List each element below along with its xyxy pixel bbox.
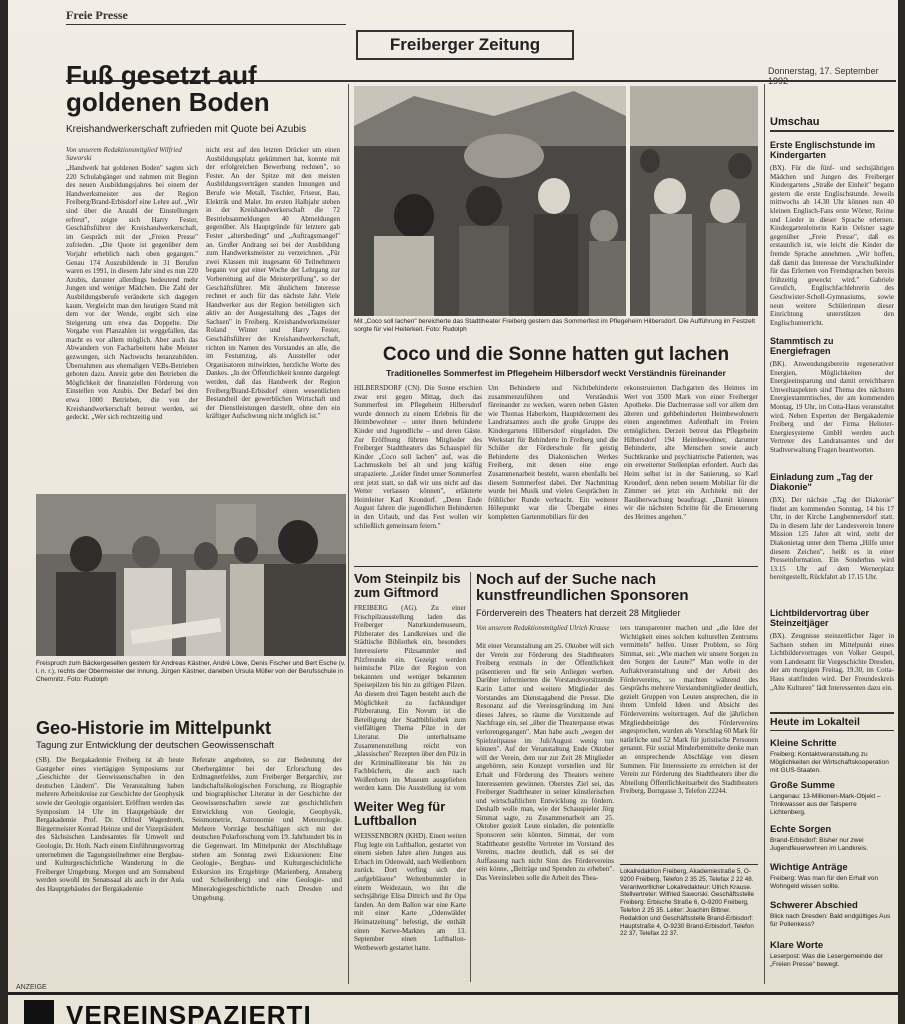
imprint: Lokalredaktion Freiberg, Akademiestraße 5, O-9200 Freiberg, Telefon 2 35 25, Telefax 2 22 48. Verantwortlicher Lokalredakteur: Ulrich Krause. Stellvertreter: Wilfried Saworski. Geschäftsstelle Freiberg: Erbische Straße 6, O-9200 Freiberg, Telefon 2 25 35. Leiter: Joachim Bittner. Redaktion und Geschäftsstelle Brand-Erbisdorf: Hauptstraße 4, O-9230 Brand-Erbisdorf, Telefon 22 37, Telefax 22 37. <box>620 868 755 938</box>
theater-photo-right <box>630 86 758 316</box>
paper-name: Freie Presse <box>66 8 128 22</box>
newspaper-page <box>8 0 898 1024</box>
umschau-text-2: (BK). Anwendungsbereite regenerativer Energien, Möglichkeiten der Energieeinsparung und damit erreichbaren Umweltaspekten sind Thema des nächsten Energiestammtisches, der am kommenden Montag, 19 Uhr, im Cotta-Haus veranstaltet wird. Neben Experten der Bergakademie Freiberg und der Firma Helioter-Energiesysteme GmbH werden auch Vertreter des Landratsamtes und der Stadtverwaltung Fragen beantworten. <box>770 360 894 454</box>
geo-headline: Geo-Historie im Mittelpunkt <box>36 718 272 738</box>
lokalteil-heading-5: Schwerer Abschied <box>770 900 858 911</box>
geo-text-col2: Referate angeboten, so zur Bedeutung der Oberbergämter bei der Erforschung des Erdmagnetfeldes, zum Freiberger Bergarchiv, zur landschaftsökologischen Forschung, zu Biographie und biographischer Literatur in der Geschichte der Geowissenschaften sowie zur geschichtlichen Entwicklung von Geologie, Geophysik, Seismometrie, Astronomie und Meteorologie. Mehrere Vorträge beschäftigen sich mit der deutschen Polarforschung vom 19. Jahrhundert bis in die Gegenwart. Im Mittelpunkt der Abschlußtage stehen am Sonntag zwei Exkursionen: Eine Geologie-, Bergbau- und Kulturgeschichtliche Exkursion ins Erzgebirge (Marienberg, Annaberg und Scheibenberg) und eine Geologie- und Mineralogiegeschichtliche nach Dresden und Umgebung. <box>192 756 342 902</box>
sponsoren-text-col1: Mit einer Veranstaltung am 25. Oktober will sich der Verein zur Förderung des Stadttheaters Freiberg erstmals in der Öffentlichkeit präsentieren und für sein Anliegen werben. Darüber informierten die Vorstandsvorsitzende Karin Lutter und weitere Mitglieder des Vorstandes am Dienstagabend die Presse. Die Resonanz auf die Vereinsgründung im Juni dieses Jahres, so räume die Vorsitzende auf Nachfrage ein, sei „über die Theaterpause etwas verlorengegangen". Man habe auch „wegen der Spielzeitpause im Juli/August wenig tun können". Auf der Veranstaltung Ende Oktober will der Verein, dem nur zur Zeit 28 Mitglieder angehören, sein Konzept vorstellen und für Erhalt und Förderung des Theaters weitere Interessenten gewinnen. Oberstes Ziel sei, das Freiberger Stadttheater in seiner künstlerischen und wirtschaftlichen Entwicklung zu fördern. Deshalb wolle man, wie der Schauspieler Jörg Simmat sagte, zu Zusammenarbeit am 25. Oktober gezielt Leute einladen, die potentielle Sponsoren sein könnten. Simmat, der vom Stadttheater gestellte Vertreter im Vorstand des Vereins, machte deutlich, daß es sei der Auffassung nach nicht Sinn des Fördervereins sein könne, „Beiträge und Spenden zu erheben". Das Vereinsleben solle die Arbeit des Thea- <box>476 642 614 883</box>
sponsoren-subheadline: Förderverein des Theaters hat derzeit 28 Mitglieder <box>476 608 681 618</box>
imprint-rule <box>620 864 758 865</box>
coco-text-col3: rekonstruierten Dachgarten des Heimes im Wert von 3500 Mark von einer Freiberger Apotheke. Die Dachterrasse soll vor allem den älteren und gehbehinderten Heimbewohnern einen angenehmen Aufenthalt im Freien ermöglichen. Derzeit betreut das Pflegeheim Hilbersdorf 194 Heimbewohner, darunter Behinderte, alte Menschen sowie auch Suchtkranke und psychiatrische Patienten, was ein erweiterter Stellenplan erfordert. Auch das Heim selbst ist in der Sanierung, so Karl Krondorf, denn neben neuem Mobiliar für die Zimmer sei jetzt ein Architekt mit der Bauüberwachung beauftragt. „Damit können wir die nächsten Schritte für die Erneuerung des Heimes angehen." <box>624 384 758 521</box>
lokalteil-text-2: Langenau: 13-Millionen-Mark-Objekt – Trinkwasser aus der Talsperre Lichtenberg. <box>770 793 881 816</box>
baker-group-photo <box>36 494 346 656</box>
lead-headline: Fuß gesetzt auf goldenen Boden <box>66 60 270 117</box>
luftballon-headline: Weiter Weg für Luftballon <box>354 799 446 828</box>
coco-subheadline: Traditionelles Sommerfest im Pflegeheim Hilbersdorf weckt Verständnis füreinander <box>386 368 726 378</box>
lokalteil-heading-4: Wichtige Anträge <box>770 862 848 873</box>
umschau-heading-4: Lichtbildervortrag über Steinzeitjäger <box>770 608 870 628</box>
coco-headline: Coco und die Sonne hatten gut lachen <box>382 344 730 365</box>
theater-photo-caption: Mit „Coco soll lachen" bereicherte das Stadttheater Freiberg gestern das Sommerfest im Pflegeheim Hilbersdorf. Die Aufführung im Festzelt sorgte für viel Heiterkeit. Foto: Rudolph <box>354 318 756 333</box>
geo-text-col1: (SB). Die Bergakademie Freiberg ist ab heute Gastgeber eines viertägigen Symposiums zur „Geschichte der Geowissenschaften in den deutschen Ländern". Die Veranstaltung haben mehrere Arbeitskreise zur Geschichte der Geophysik sowie der Geologie organisiert. Eröffnen werden das Symposium 14 Uhr im Hauptgebäude der Bergakademie Prof. Dr. Otfried Wagenbreth, Bürgermeister Konrad Heinze und der Vizepräsident des Sächsischen Landesamtes für Umwelt und Geologie, Dr. Hoth. Nach einem Einführungsvortrag unternehmen die Tagungsteilnehmer eine Bergbau- und Kulturgeschichtliche Wanderung in die Freiberger Umgebung. Morgen und am Sonnabend werden sowohl im Senatssaal als auch in der Aula des Hauptgebäudes der Bergakademie <box>36 756 184 893</box>
lead-subheadline: Kreishandwerkerschaft zufrieden mit Quote bei Azubis <box>66 124 307 135</box>
umschau-text-4: (BX). Zeugnisse steinzeitlicher Jäger in Sachsen stehen im Mittelpunkt eines Lichtbildervortrages von Volker Geupel, vom Landesamt für Vorgeschichte Dresden, der am morgigen Freitag, 19.30, im Cotta-Haus stattfinden wird. Der Freundeskreis „Alte Kulturen" lädt Interessenten dazu ein. <box>770 632 894 692</box>
umschau-heading-1: Erste Englischstunde im Kindergarten <box>770 140 876 160</box>
lokalteil-title: Heute im Lokalteil <box>770 712 894 731</box>
lokalteil-text-1: Freiberg: Kontaktveranstaltung zu Möglichkeiten der Wirtschaftskooperation mit GUS-Staaten. <box>770 751 889 774</box>
ad-banner-text: VEREINSPAZIERTI <box>66 1000 312 1024</box>
theater-photo-left <box>354 86 626 316</box>
lokalteil-heading-6: Klare Worte <box>770 940 824 951</box>
lokalteil-text-4: Freiberg: Was man für den Erhalt von Wohngeld wissen sollte. <box>770 875 879 890</box>
ad-logo-block <box>24 1000 54 1024</box>
umschau-heading-2: Stammtisch zu Energiefragen <box>770 336 834 356</box>
coco-text-col1: HILBERSDORF (CN). Die Sonne erschien zwar erst gegen Mittag, doch das Sommerfest im Pflegeheim Hilbersdorf wurde dennoch zu einem Erlebnis für die Heimbewohner – unter ihnen behinderte Kinder und Jugendliche – und deren Gäste. Zur Eröffnung führten Mitglieder des Freiberger Stadttheaters das Schauspiel für Kinder „Coco soll lachen" auf, was die Lachmuskeln bei alt und jung kräftig strapazierte. „Leider findet unser Sommerfest erst jetzt statt, so daß wir uns nicht auf das Wetter verlassen können", erläuterte Heimleiter Karl Krondorf. „Denn Ende August fahren die jugendlichen Behinderten in den Urlaub, und das Fest wollen wir schließlich gemeinsam feiern." <box>354 384 482 530</box>
column-separator-2 <box>470 572 471 982</box>
umschau-title: Umschau <box>770 116 894 132</box>
coco-text-col2: Um Behinderte und Nichtbehinderte zusammenzuführen und Verständnis füreinander zu wecken, waren neben Gästen wie Thomas Haberkorn, Hauptdezernent des Landratsamtes auch die große Gruppe des Kindergartens Hilbersdorf eingeladen. Die Werkstatt für Behinderte in Freiberg und die Schüler der Förderschule für geistig Behinderte des Diakonischen Werkes Freiberg, mit denen eine enge Zusammenarbeit besteht, waren ebenfalls bei diesem Sommerfest dabei. Der Nachmittag wurde bei Musik und vielen Gesprächen in fröhlicher Runde verbracht. Ein weiterer Höhepunkt war die Übergabe eines kompletten Gartenmobiliars für den <box>488 384 618 521</box>
coco-bottom-rule <box>354 566 758 567</box>
lead-photo <box>36 494 346 656</box>
lokalteil-text-6: Leserpost: Was die Lesergemeinde der „Freien Presse" bewegt. <box>770 953 884 968</box>
column-separator-1 <box>348 84 349 984</box>
lokalteil-heading-1: Kleine Schritte <box>770 738 837 749</box>
lokalteil-heading-2: Große Summe <box>770 780 835 791</box>
geo-subheadline: Tagung zur Entwicklung der deutschen Geowissenschaft <box>36 740 275 751</box>
lead-text-col2: nicht erst auf den letzten Drücker um einen Ausbildungsplatz gekümmert hat, konnte mit der erfolgreichen Bewerbung rechnen", so Fester. An der Spitze mit den meisten Ausbildungsverträgen standen Innungen und Berufe wie Metall, Tischler, Friseur, Bau, Elektrik und Maler. Im ersten Halbjahr stehen in der Kreishandwerkerschaft die 72 Bestriebsanmeldungen 40 Abmeldungen gegenüber. Als Hauptgründe für letztere gab Fester „altersbedingt" und „Auftragsmangel" an. Großer Andrang sei bei der Ausbildung zum Handwerksmeister zu verzeichnen. „Für zwei Klassen mit insgesamt 60 Teilnehmern begann vor gut einer Woche der Lehrgang zur Vorbereitung auf die Meisterprüfung", so der Geschäftsführer. Mit ähnlichem Interesse rechnet er auch für das nächste Jahr. Viele Handwerker aus der Region beteiligten sich aktiv an der Ausgestaltung des „Tages der Sachsen" in Freiberg. Kreishandwerksmeister Roland Winter und Harry Fester, Geschäftsführer der Kreishandwerkerschaft, richten im Namen des Vorstandes an alle, die im Festumzug, als Aussteller oder Organisatoren mitwirkten, herzliche Worte des Dankes. „In der Öffentlichkeit konnte dargelegt werden, daß das Handwerk der Region Freiberg/Brand-Erbisdorf einen wesentlichen Bestandteil der gewerblichen Wirtschaft und der Dienstleistungen darstellt, ohne den ein kräftiger Aufschwung nicht möglich ist." <box>206 146 340 421</box>
steinpilz-headline: Vom Steinpilz bis zum Giftmord <box>354 571 461 600</box>
masthead-rule-left <box>66 24 346 25</box>
sponsoren-headline: Noch auf der Suche nach kunstfreundlichen Sponsoren <box>476 571 689 604</box>
umschau-heading-3: Einladung zum „Tag der Diakonie" <box>770 472 873 492</box>
dateline: Donnerstag, 17. September <box>768 66 879 76</box>
steinpilz-text: FREIBERG (AG). Zu einer Frischpilzausstellung laden das Freiberger Naturkundemuseum, Pilzberater des Landkreises und die Städtische Bibliothek ein, besonders Interessierte Pilzsammler und Pilzfreunde ein. Gezeigt werden heimische Pilze der Region von bekannten und weniger bekannten Speisepilzen bis hin zu giftigen Pilzen. An diesem drei Tagen besteht auch die Möglichkeit zu fachkundiger Pilzberatung. Ein Novum ist die Beteiligung der Stadtbibliothek zum vielfältigen Thema Pilze in der Literatur. Die unterhaltsame Zusammenstellung reicht von „klassischen" Rezepten über den Pilz in der Kriminalliteratur bis hin zu Fachbüchern, die auch nach Weißenborn im Museum ausgeliehen werden kann. Die Ausstellung ist vom <box>354 604 466 793</box>
lokalteil-heading-3: Echte Sorgen <box>770 824 832 835</box>
lead-photo-caption: Freispruch zum Bäckergesellen gestern für Andreas Kästner, André Löwe, Denis Fischer und Bert Esche (v. l. n. r.), rechts der Obermeister der Innung, Jürgen Kästner, daneben Ursula Müller von der Berufsschule in Chemnitz. Foto: Rudolph <box>36 660 346 683</box>
column-separator-3 <box>764 84 765 984</box>
lead-byline: Von unserem Redaktionsmitglied Wilfried Saworski <box>66 146 182 162</box>
festival-crowd-photo <box>354 86 626 316</box>
umschau-text-3: (BX). Der nächste „Tag der Diakonie" findet am kommenden Sonntag, 14 bis 17 Uhr, in der Kirche Langhennersdorf statt. Da in diesem Jahr der Landesverein Innere Mission 125 Jahre alt wird, steht der Diakonietag unter dem Thema „Hilfe unter diesem Zeichen", heißt es in einer Presseinformation. Ein Sonderbus wird 13.15 Uhr auf dem Wernerplatz bereitgestellt, Rückfahrt ab 17.15 Uhr. <box>770 496 894 582</box>
lead-text-col1: „Handwerk hat goldenen Boden" sagten sich 220 Schulabgänger und nahmen mit Beginn des neuen Ausbildungsjahres bei einem der Handwerksmeister aus der Region Freiberg/Brand-Erbisdorf eine Lehre auf. „Wir sind über die Anzahl der Einstellungen erfreut", zeigte sich Harry Fester, Geschäftsführer der Kreishandwerkerschaft, im Gespräch mit der „Freien Presse" zufrieden. „Die Quote ist gegenüber dem Vorjahr erheblich nach oben gegangen." Genau 174 Auszubildende in 31 Berufen waren es 1991, in diesem Jahr sind es nun 220 Azubis, darunter allerdings bedeutend mehr Jungen und weniger Mädchen. Die Zahl der Ausbildungsberufe veränderte sich dagegen kaum. Vergleicht man den heutigen Stand mit dem vor der Wende, ergibt sich eine Steigerung um etwa das Doppelte. Die Vorgabe von Planzahlen ist weggefallen, das macht es vor allem möglich. Aber auch das Abwandern von Facharbeitern habe Meister gezwungen, sich Nachwuchs heranzubilden. Übernahmen aus ehemaligen VEBs-Betrieben geboten dazu. Anreiz gebe den Betrieben die Möglichkeit der finanziellen Förderung von Einstellen von Azubis. Der Bedarf bei den etwa 1000 Betrieben, die von der Kreishandwerkerschaft betreut werden, sei gedeckt. „Wer sich rechtzeitig und <box>66 164 198 422</box>
lokalteil-text-5: Blick nach Dresden: Bald endgültiges Aus für Pollenkess? <box>770 913 891 928</box>
sponsoren-byline: Von unserem Redaktionsmitglied Ulrich Krause <box>476 624 610 632</box>
luftballon-text: WEISSENBORN (KHD). Einen weiten Flug legte ein Luftballon, gestartet von einem sieben Jahre alten Jungen aus Erbach im Odenwald, nach Weißenborn zurück. Dort verfing sich der „aufgebläsene" Weltenbummler in einem Weidezaun, wo ihn die sechsjährige Elisa Dittrich und ihr Opa fanden. An dem Ballon war eine Karte mit einer Karte „Odenwälder Heimatzeitung" befestigt, die enthält einen Kerwe-Marktes am 13. September einen Luftballon-Wettbewerb gestartet hatte. <box>354 832 466 952</box>
children-audience-photo <box>630 86 758 316</box>
ad-label: ANZEIGE <box>16 984 47 991</box>
umschau-text-1: (BX). Für die fünf- und sechsjährigen Mädchen und Jungen des Freiberger Kindergartens „Straße der Einheit" begann gestern die erste Englischstunde. Jeweils mittwochs ab 14.30 Uhr können nun 40 kleinen Englisch-Fans erste Wörter, Reime und Lieder in dieser Sprache erlernen. Kindergartenleiterin Karin Oelsner sagte gegenüber „Freie Presse", daß es erstaunlich ist, wie leicht die Kinder die fremde Sprache annehmen. „Wir hoffen, daß damit das Interesse der Vorschulkinder für das Erlernen von Fremdsprachen bereits frühzeitig geweckt wird." Gabriele Greulich, Englischfachlehrerin des Geschwister-Scholl-Gymnasiums, sowie neun weitere Schülerinnen dieser Einrichtung unterstützen den Englischunterricht. <box>770 164 894 327</box>
sponsoren-text-col2: ters transparenter machen und „die Idee der Wichtigkeit eines solchen kulturellen Zentrums vermitteln" helfen. Unser Problem, so Jörg Simmat, sei: „Wie machen wir unsere Sorgen zu den Sorgen der Leute?" Man wolle in der Auftaktveranstaltung und der Arbeit des Fördervereins, so machten während des Gesprächs mehrere Vorstandsmitglieder deutlich, gezielt Gruppen von Leuten ansprechen, die in ihrem Umfeld Ideen und Absicht des Fördervereins weitertragen. Auf die jährlichen Mitgliedsbeiträge des Fördervereins angesprochen, wurden als Vorschlag 60 Mark für natürliche und 52 Mark für juristische Personen genannt. Für sozial Minderbemittelte denke man an entsprechende Abschläge von diesen Summen. Für Interessierte zu erreichen ist der Verein zur Förderung des Stadttheaters über die Abteilung Öffentlichkeitsarbeit des Stadttheaters Freiberg, Borngasse 3, Telefon 22244. <box>620 624 758 796</box>
lokalteil-text-3: Brand-Erbisdorf: Bisher nur zwei Jugendfeuerwehren im Landkreis. <box>770 837 868 852</box>
section-title: Freiberger Zeitung <box>356 30 574 60</box>
